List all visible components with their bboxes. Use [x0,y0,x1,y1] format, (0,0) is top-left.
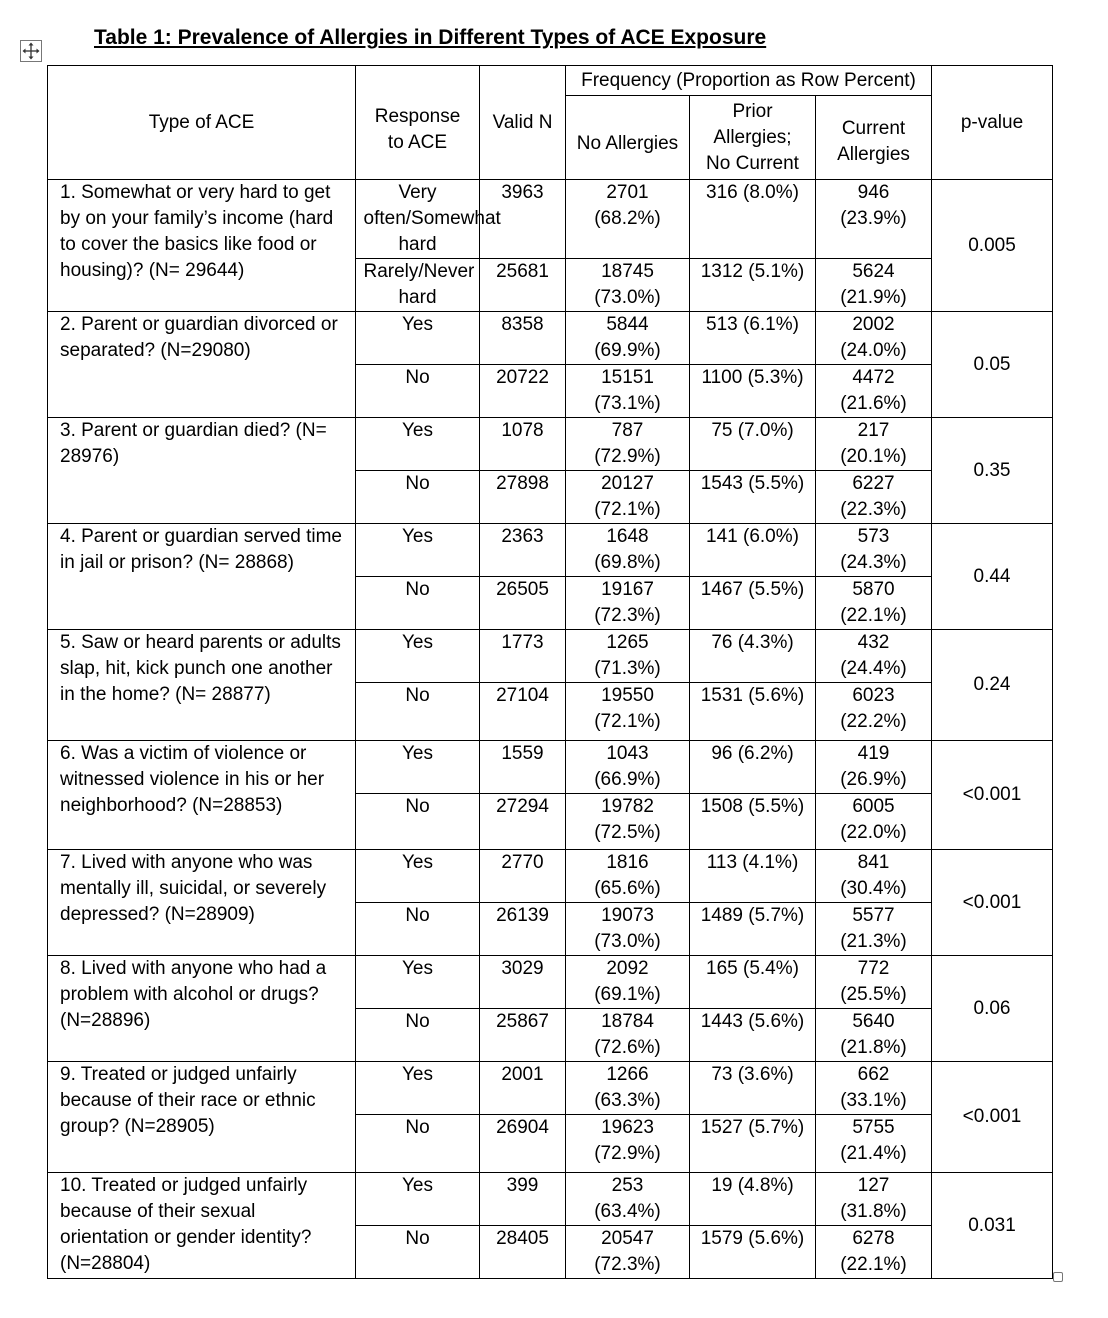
prior-allergies-cell [690,471,816,524]
prior-allergies-cell [690,850,816,903]
valid-n-cell [480,903,566,956]
no-allergies-cell [566,471,690,524]
prior-allergies-cell [690,903,816,956]
p-value-cell: 0.005 [932,180,1053,312]
ace-allergy-table [47,65,1053,1279]
response-cell-text: Yes [402,852,433,873]
current-allergies-cell [816,903,932,956]
valid-n-cell-text: 1078 [501,420,544,441]
prior-allergies-cell [690,180,816,259]
ace-type-cell: 10. Treated or judged unfairly because of their sexual orientation or gender identity? (N=28804) [48,1173,356,1279]
ace-type-cell: 8. Lived with anyone who had a problem with alcohol or drugs? (N=28896) [48,956,356,1062]
valid-n-cell [480,956,566,1009]
response-cell [356,1173,480,1226]
prior-allergies-cell-text: 165 (5.4%) [706,958,799,979]
valid-n-cell [480,1173,566,1226]
prior-allergies-cell [690,1062,816,1115]
valid-n-cell [480,683,566,741]
prior-allergies-cell-text: 73 (3.6%) [711,1064,794,1085]
current-allergies-cell-text: 573 (24.3%) [840,526,907,573]
current-allergies-cell [816,850,932,903]
valid-n-cell [480,259,566,312]
current-allergies-cell [816,1226,932,1279]
no-allergies-cell [566,1226,690,1279]
no-allergies-cell-text: 787 (72.9%) [594,420,661,467]
no-allergies-cell-text: 1816 (65.6%) [594,852,661,899]
no-allergies-cell [566,741,690,794]
response-cell-text: No [405,579,430,600]
response-cell [356,577,480,630]
p-value-cell: 0.35 [932,418,1053,524]
no-allergies-cell [566,630,690,683]
current-allergies-cell [816,365,932,418]
header-valid-n: Valid N [480,66,566,180]
current-allergies-cell [816,1173,932,1226]
response-cell [356,1226,480,1279]
prior-allergies-cell [690,683,816,741]
valid-n-cell-text: 26139 [496,905,549,926]
prior-allergies-cell-text: 1443 (5.6%) [700,1011,805,1032]
no-allergies-cell [566,312,690,365]
prior-allergies-cell-text: 1531 (5.6%) [700,685,805,706]
prior-allergies-cell [690,524,816,577]
valid-n-cell [480,794,566,850]
response-cell-text: Yes [402,1064,433,1085]
response-cell [356,418,480,471]
prior-allergies-cell-text: 1312 (5.1%) [700,261,805,282]
response-cell-text: Yes [402,526,433,547]
no-allergies-cell [566,903,690,956]
current-allergies-cell-text: 419 (26.9%) [840,743,907,790]
current-allergies-cell [816,524,932,577]
no-allergies-cell [566,1009,690,1062]
table-title: Table 1: Prevalence of Allergies in Different Types of ACE Exposure [94,26,767,49]
response-cell [356,365,480,418]
prior-allergies-cell-text: 1543 (5.5%) [700,473,805,494]
valid-n-cell [480,577,566,630]
no-allergies-cell-text: 1266 (63.3%) [594,1064,661,1111]
prior-allergies-cell [690,630,816,683]
prior-allergies-cell-text: 1489 (5.7%) [700,905,805,926]
current-allergies-cell-text: 127 (31.8%) [840,1175,907,1222]
no-allergies-cell [566,180,690,259]
valid-n-cell [480,630,566,683]
p-value-cell: 0.031 [932,1173,1053,1279]
ace-type-cell: 7. Lived with anyone who was mentally ill, suicidal, or severely depressed? (N=28909) [48,850,356,956]
no-allergies-cell [566,956,690,1009]
no-allergies-cell [566,577,690,630]
current-allergies-cell-text: 5624 (21.9%) [840,261,907,308]
valid-n-cell-text: 2363 [501,526,544,547]
no-allergies-cell-text: 1648 (69.8%) [594,526,661,573]
response-cell [356,683,480,741]
prior-allergies-cell [690,1009,816,1062]
no-allergies-cell [566,524,690,577]
response-cell-text: No [405,1228,430,1249]
response-cell [356,1115,480,1173]
valid-n-cell-text: 3963 [501,182,544,203]
valid-n-cell [480,471,566,524]
response-cell [356,524,480,577]
no-allergies-cell-text: 19167 (72.3%) [594,579,661,626]
p-value-cell: <0.001 [932,1062,1053,1173]
response-cell-text: Yes [402,743,433,764]
valid-n-cell [480,312,566,365]
current-allergies-cell [816,471,932,524]
response-cell-text: No [405,367,430,388]
header-no-allergies: No Allergies [566,96,690,180]
prior-allergies-cell-text: 1100 (5.3%) [701,367,804,388]
table-move-handle-icon[interactable] [20,40,42,62]
prior-allergies-cell-text: 1527 (5.7%) [700,1117,805,1138]
no-allergies-cell [566,1115,690,1173]
valid-n-cell [480,1062,566,1115]
valid-n-cell [480,850,566,903]
header-type-of-ace: Type of ACE [48,66,356,180]
no-allergies-cell-text: 19623 (72.9%) [594,1117,661,1164]
header-prior-allergies: Prior Allergies; No Current [690,96,816,180]
response-cell-text: No [405,905,430,926]
table-row [48,630,1053,683]
response-cell-text: Very often/Somewhat hard [363,182,501,255]
current-allergies-cell [816,1062,932,1115]
current-allergies-cell [816,683,932,741]
prior-allergies-cell-text: 1508 (5.5%) [700,796,805,817]
response-cell [356,903,480,956]
current-allergies-cell-text: 5577 (21.3%) [840,905,907,952]
response-cell [356,259,480,312]
response-cell-text: Yes [402,632,433,653]
p-value-cell: 0.05 [932,312,1053,418]
valid-n-cell-text: 2001 [501,1064,544,1085]
valid-n-cell-text: 3029 [501,958,544,979]
current-allergies-cell [816,312,932,365]
no-allergies-cell [566,794,690,850]
valid-n-cell-text: 1559 [501,743,544,764]
response-cell [356,312,480,365]
header-frequency-group: Frequency (Proportion as Row Percent) [566,66,932,96]
prior-allergies-cell-text: 75 (7.0%) [711,420,794,441]
response-cell-text: No [405,796,430,817]
response-cell [356,1062,480,1115]
no-allergies-cell [566,1062,690,1115]
current-allergies-cell [816,1115,932,1173]
no-allergies-cell-text: 18745 (73.0%) [594,261,661,308]
prior-allergies-cell-text: 1579 (5.6%) [700,1228,805,1249]
no-allergies-cell-text: 19782 (72.5%) [594,796,661,843]
prior-allergies-cell-text: 141 (6.0%) [706,526,799,547]
current-allergies-cell-text: 6227 (22.3%) [840,473,907,520]
valid-n-cell-text: 8358 [501,314,544,335]
table-row [48,180,1053,259]
p-value-cell: 0.06 [932,956,1053,1062]
response-cell-text: No [405,1117,430,1138]
table-row [48,850,1053,903]
current-allergies-cell [816,577,932,630]
valid-n-cell-text: 27294 [496,796,549,817]
prior-allergies-cell [690,577,816,630]
current-allergies-cell-text: 432 (24.4%) [840,632,907,679]
prior-allergies-cell-text: 19 (4.8%) [711,1175,794,1196]
prior-allergies-cell [690,1226,816,1279]
no-allergies-cell-text: 19550 (72.1%) [594,685,661,732]
header-p-value: p-value [932,66,1053,180]
valid-n-cell-text: 26904 [496,1117,549,1138]
response-cell [356,471,480,524]
valid-n-cell-text: 25681 [496,261,549,282]
prior-allergies-cell-text: 1467 (5.5%) [700,579,805,600]
valid-n-cell [480,741,566,794]
no-allergies-cell [566,1173,690,1226]
current-allergies-cell-text: 841 (30.4%) [840,852,907,899]
prior-allergies-cell [690,741,816,794]
response-cell [356,741,480,794]
prior-allergies-cell [690,794,816,850]
response-cell [356,794,480,850]
prior-allergies-cell [690,1115,816,1173]
header-response: Response to ACE [356,66,480,180]
response-cell-text: Rarely/Never hard [363,261,475,308]
valid-n-cell-text: 1773 [501,632,544,653]
no-allergies-cell [566,418,690,471]
valid-n-cell-text: 20722 [496,367,549,388]
no-allergies-cell-text: 19073 (73.0%) [594,905,661,952]
current-allergies-cell-text: 946 (23.9%) [840,182,907,229]
table-row [48,1173,1053,1226]
no-allergies-cell-text: 5844 (69.9%) [594,314,661,361]
table-row [48,524,1053,577]
no-allergies-cell [566,850,690,903]
valid-n-cell-text: 26505 [496,579,549,600]
current-allergies-cell-text: 2002 (24.0%) [840,314,907,361]
p-value-cell: <0.001 [932,850,1053,956]
no-allergies-cell [566,365,690,418]
valid-n-cell [480,1115,566,1173]
current-allergies-cell-text: 772 (25.5%) [840,958,907,1005]
no-allergies-cell-text: 2701 (68.2%) [594,182,661,229]
prior-allergies-cell-text: 316 (8.0%) [706,182,799,203]
no-allergies-cell-text: 18784 (72.6%) [594,1011,661,1058]
response-cell [356,956,480,1009]
valid-n-cell [480,1226,566,1279]
ace-type-cell: 9. Treated or judged unfairly because of their race or ethnic group? (N=28905) [48,1062,356,1173]
no-allergies-cell [566,683,690,741]
current-allergies-cell [816,794,932,850]
no-allergies-cell-text: 2092 (69.1%) [594,958,661,1005]
response-cell-text: Yes [402,420,433,441]
current-allergies-cell-text: 4472 (21.6%) [840,367,907,414]
valid-n-cell-text: 399 [506,1175,539,1196]
response-cell-text: Yes [402,314,433,335]
valid-n-cell-text: 27898 [496,473,549,494]
no-allergies-cell-text: 253 (63.4%) [594,1175,661,1222]
prior-allergies-cell [690,312,816,365]
current-allergies-cell [816,259,932,312]
valid-n-cell [480,365,566,418]
ace-type-cell: 5. Saw or heard parents or adults slap, hit, kick punch one another in the home? (N= 28877) [48,630,356,741]
ace-type-cell: 3. Parent or guardian died? (N= 28976) [48,418,356,524]
response-cell-text: No [405,473,430,494]
current-allergies-cell [816,956,932,1009]
valid-n-cell-text: 25867 [496,1011,549,1032]
table-row [48,312,1053,365]
response-cell [356,180,501,259]
prior-allergies-cell-text: 96 (6.2%) [711,743,794,764]
ace-type-cell: 4. Parent or guardian served time in jail or prison? (N= 28868) [48,524,356,630]
current-allergies-cell [816,180,932,259]
current-allergies-cell [816,1009,932,1062]
response-cell-text: No [405,1011,430,1032]
valid-n-cell-text: 28405 [496,1228,549,1249]
prior-allergies-cell [690,1173,816,1226]
header-current-allergies: Current Allergies [816,96,932,180]
valid-n-cell-text: 2770 [501,852,544,873]
response-cell-text: Yes [402,1175,433,1196]
valid-n-cell [480,418,566,471]
current-allergies-cell-text: 5640 (21.8%) [840,1011,907,1058]
no-allergies-cell-text: 15151 (73.1%) [594,367,661,414]
no-allergies-cell-text: 20547 (72.3%) [594,1228,661,1275]
ace-type-cell: 6. Was a victim of violence or witnessed violence in his or her neighborhood? (N=28853) [48,741,356,850]
p-value-cell: <0.001 [932,741,1053,850]
current-allergies-cell-text: 5870 (22.1%) [840,579,907,626]
current-allergies-cell-text: 6005 (22.0%) [840,796,907,843]
table-row [48,1062,1053,1115]
current-allergies-cell [816,741,932,794]
current-allergies-cell-text: 5755 (21.4%) [840,1117,907,1164]
current-allergies-cell [816,418,932,471]
response-cell-text: Yes [402,958,433,979]
prior-allergies-cell [690,365,816,418]
current-allergies-cell-text: 662 (33.1%) [840,1064,907,1111]
current-allergies-cell-text: 6023 (22.2%) [840,685,907,732]
valid-n-cell [480,524,566,577]
current-allergies-cell [816,630,932,683]
no-allergies-cell [566,259,690,312]
table-resize-handle-icon[interactable] [1053,1272,1063,1282]
prior-allergies-cell [690,956,816,1009]
p-value-cell: 0.24 [932,630,1053,741]
prior-allergies-cell-text: 76 (4.3%) [711,632,794,653]
ace-type-cell: 2. Parent or guardian divorced or separated? (N=29080) [48,312,356,418]
prior-allergies-cell-text: 113 (4.1%) [706,852,799,873]
valid-n-cell-text: 27104 [496,685,549,706]
prior-allergies-cell-text: 513 (6.1%) [706,314,799,335]
current-allergies-cell-text: 217 (20.1%) [840,420,907,467]
response-cell [356,1009,480,1062]
ace-type-cell: 1. Somewhat or very hard to get by on your family’s income (hard to cover the basics like food or housing)? (N= 29644) [48,180,356,312]
valid-n-cell [480,1009,566,1062]
prior-allergies-cell [690,259,816,312]
no-allergies-cell-text: 1043 (66.9%) [594,743,661,790]
response-cell [356,850,480,903]
table-row [48,418,1053,471]
no-allergies-cell-text: 1265 (71.3%) [594,632,661,679]
table-row [48,956,1053,1009]
response-cell [356,630,480,683]
prior-allergies-cell [690,418,816,471]
p-value-cell: 0.44 [932,524,1053,630]
response-cell-text: No [405,685,430,706]
no-allergies-cell-text: 20127 (72.1%) [594,473,661,520]
current-allergies-cell-text: 6278 (22.1%) [840,1228,907,1275]
table-row [48,741,1053,794]
